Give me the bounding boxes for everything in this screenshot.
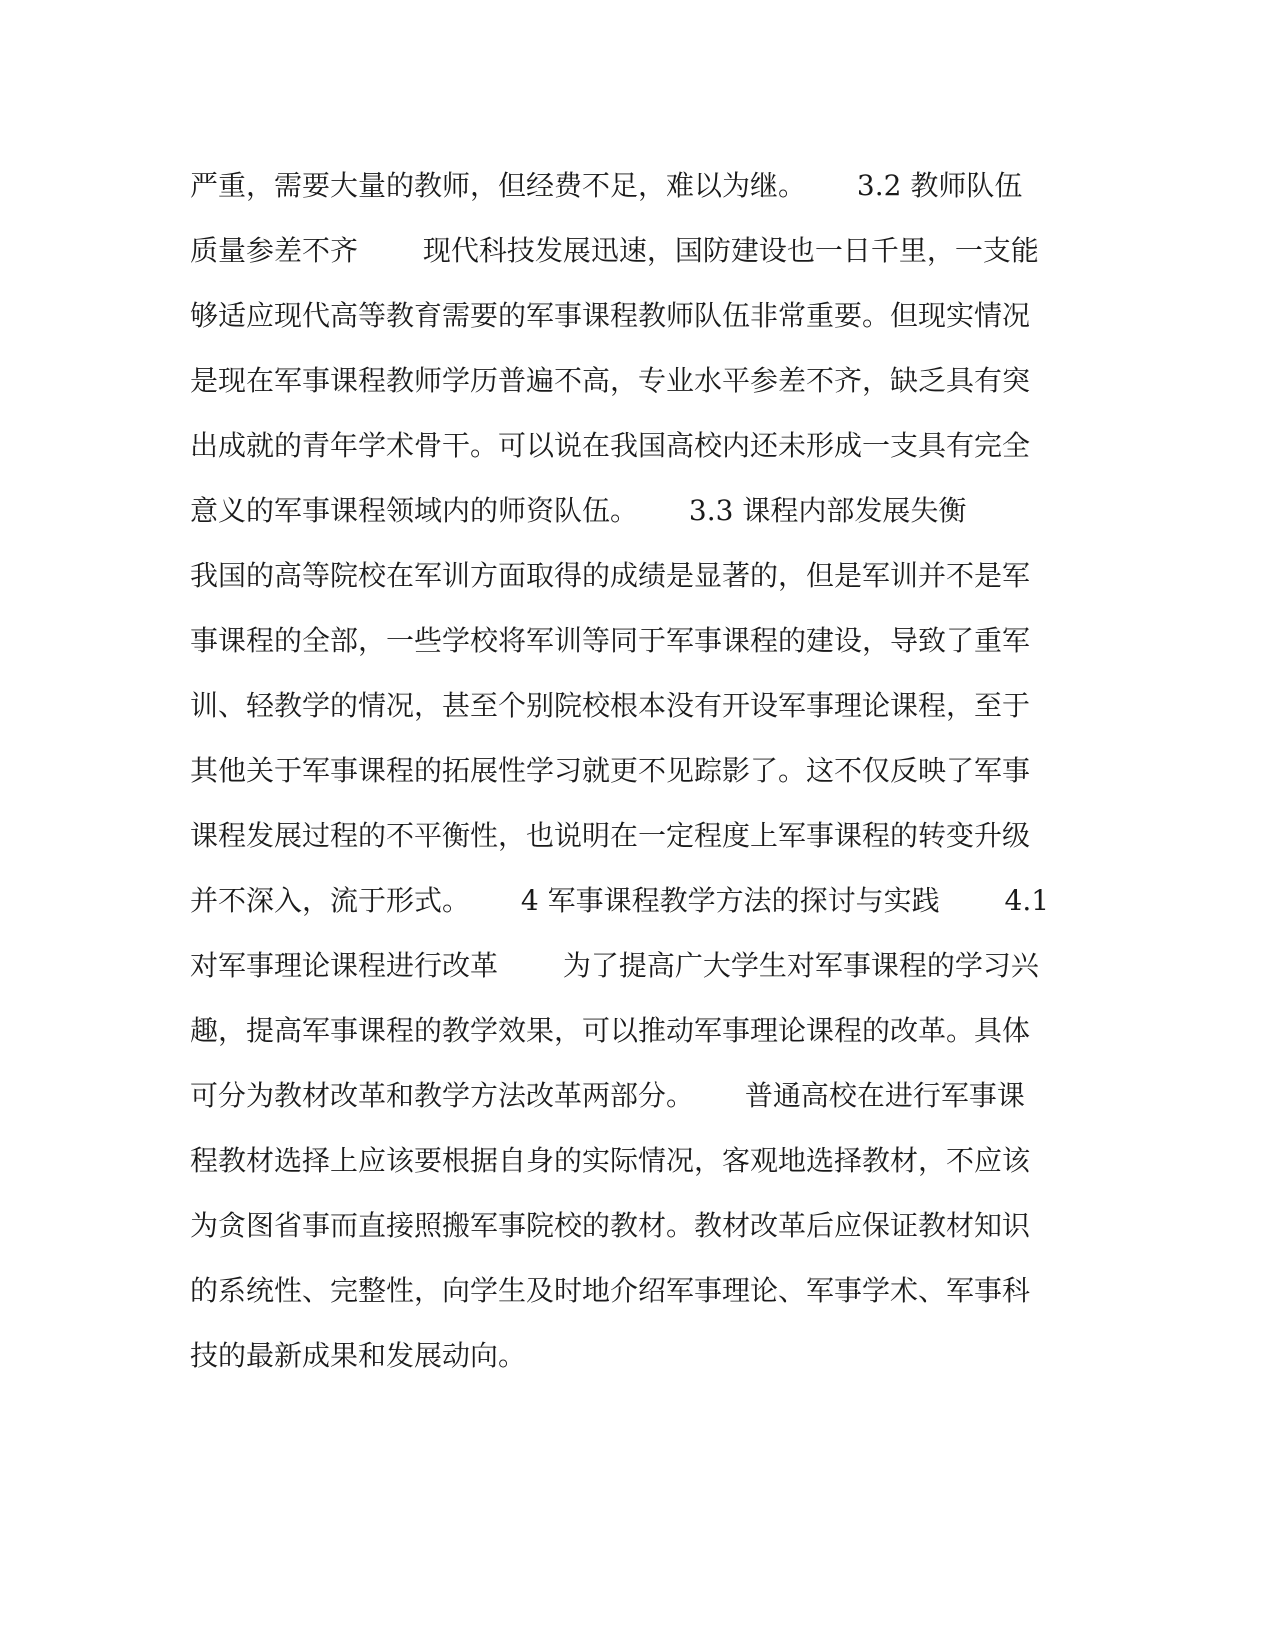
text-line: 的系统性、完整性，向学生及时地介绍军事理论、军事学术、军事科 <box>190 1274 1031 1307</box>
text-line: 趣，提高军事课程的教学效果，可以推动军事理论课程的改革。具体 <box>190 1014 1031 1047</box>
body-text <box>190 160 1090 1395</box>
text-line: 对军事理论课程进行改革 为了提高广大学生对军事课程的学习兴 <box>190 949 1039 982</box>
text-line: 是现在军事课程教师学历普遍不高，专业水平参差不齐，缺乏具有突 <box>190 364 1031 397</box>
text-line: 意义的军事课程领域内的师资队伍。 3.3 课程内部发展失衡 <box>190 494 967 527</box>
text-line: 程教材选择上应该要根据自身的实际情况，客观地选择教材，不应该 <box>190 1144 1031 1177</box>
text-line: 技的最新成果和发展动向。 <box>190 1339 527 1372</box>
text-line: 其他关于军事课程的拓展性学习就更不见踪影了。这不仅反映了军事 <box>190 754 1031 787</box>
text-line: 可分为教材改革和教学方法改革两部分。 普通高校在进行军事课 <box>190 1079 1025 1112</box>
text-line: 训、轻教学的情况，甚至个别院校根本没有开设军事理论课程，至于 <box>190 689 1031 722</box>
text-line: 事课程的全部，一些学校将军训等同于军事课程的建设，导致了重军 <box>190 624 1031 657</box>
text-line: 为贪图省事而直接照搬军事院校的教材。教材改革后应保证教材知识 <box>190 1209 1031 1242</box>
text-line: 课程发展过程的不平衡性，也说明在一定程度上军事课程的转变升级 <box>190 819 1031 852</box>
text-line: 严重，需要大量的教师，但经费不足，难以为继。 3.2 教师队伍 <box>190 169 1023 202</box>
text-line: 并不深入，流于形式。 4 军事课程教学方法的探讨与实践 4.1 <box>190 884 1050 917</box>
text-line: 出成就的青年学术骨干。可以说在我国高校内还未形成一支具有完全 <box>190 429 1031 462</box>
text-line: 够适应现代高等教育需要的军事课程教师队伍非常重要。但现实情况 <box>190 299 1031 332</box>
text-line: 质量参差不齐 现代科技发展迅速，国防建设也一日千里，一支能 <box>190 234 1039 267</box>
text-line: 我国的高等院校在军训方面取得的成绩是显著的，但是军训并不是军 <box>190 559 1031 592</box>
